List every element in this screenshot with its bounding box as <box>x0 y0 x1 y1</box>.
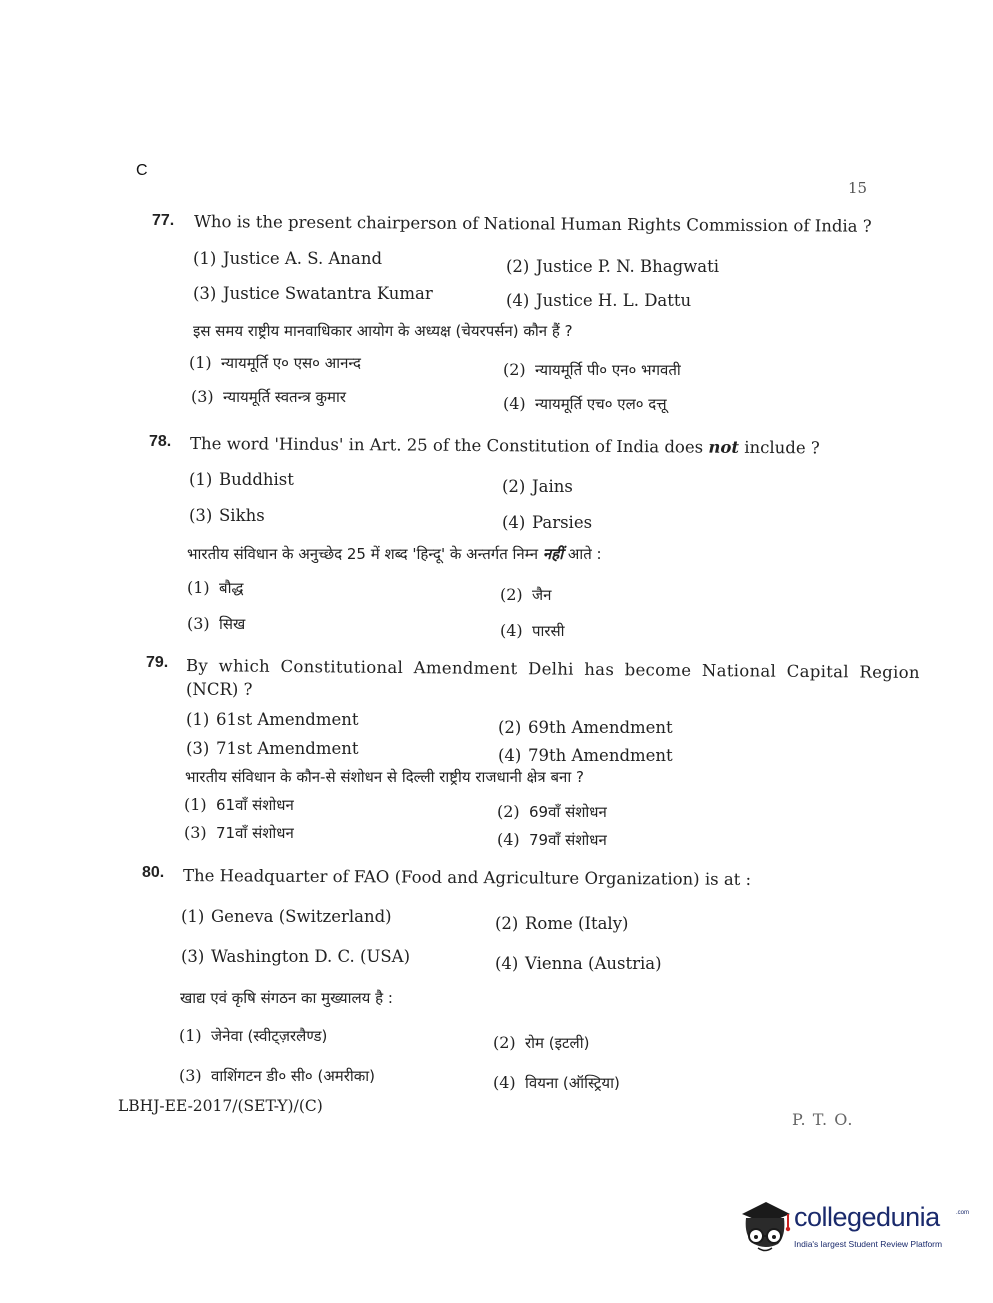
q80-option-1: (1) Geneva (Switzerland) <box>181 907 392 926</box>
q79-hindi-option-4: (4) 79वाँ संशोधन <box>497 830 607 849</box>
question-78-text: The word 'Hindus' in Art. 25 of the Constitution of India does not include ? <box>189 434 820 458</box>
logo-tagline: India's largest Student Review Platform <box>794 1239 943 1249</box>
question-79-text-line1: By which Constitutional Amendment Delhi has become National Capital Region <box>185 656 920 683</box>
q77-option-4: (4) Justice H. L. Dattu <box>506 291 692 310</box>
q79-option-2: (2) 69th Amendment <box>498 718 673 737</box>
q77-hindi-option-2: (2) न्यायमूर्ति पी० एन० भगवती <box>503 360 681 379</box>
q78-option-1: (1) Buddhist <box>189 470 294 489</box>
q79-option-3: (3) 71st Amendment <box>186 739 359 758</box>
q80-hindi-option-1: (1) जेनेवा (स्वीट्ज़रलैण्ड) <box>179 1026 328 1045</box>
question-78-hindi: भारतीय संविधान के अनुच्छेद 25 में शब्द 'हिन्दू' के अन्तर्गत निम्न नहीं आते : <box>187 545 602 563</box>
q77-option-3: (3) Justice Swatantra Kumar <box>193 284 433 303</box>
q78-option-3: (3) Sikhs <box>189 506 265 525</box>
q77-option-1: (1) Justice A. S. Anand <box>193 249 383 268</box>
q80-option-4: (4) Vienna (Austria) <box>495 954 662 973</box>
logo-wordmark: collegedunia <box>794 1202 940 1232</box>
question-77-hindi: इस समय राष्ट्रीय मानवाधिकार आयोग के अध्यक्ष (चेयरपर्सन) कौन हैं ? <box>193 322 573 340</box>
paper-code: LBHJ-EE-2017/(SET-Y)/(C) <box>118 1097 323 1115</box>
series-code: C <box>136 162 148 179</box>
q78-option-2: (2) Jains <box>502 477 573 496</box>
question-79-number: 79. <box>146 654 169 671</box>
q80-option-3: (3) Washington D. C. (USA) <box>181 947 411 966</box>
question-79-hindi: भारतीय संविधान के कौन-से संशोधन से दिल्ली राष्ट्रीय राजधानी क्षेत्र बना ? <box>185 768 584 786</box>
q79-hindi-option-3: (3) 71वाँ संशोधन <box>184 823 294 842</box>
q80-hindi-option-2: (2) रोम (इटली) <box>493 1033 590 1052</box>
q77-hindi-option-3: (3) न्यायमूर्ति स्वतन्त्र कुमार <box>191 387 347 406</box>
q79-hindi-option-2: (2) 69वाँ संशोधन <box>497 802 607 821</box>
question-79-text-line2: (NCR) ? <box>186 680 253 699</box>
q80-option-2: (2) Rome (Italy) <box>495 914 629 933</box>
q78-hindi-option-3: (3) सिख <box>187 614 246 633</box>
q78-hindi-option-4: (4) पारसी <box>500 621 565 640</box>
question-78-number: 78. <box>149 433 172 450</box>
mascot-icon <box>736 1196 794 1258</box>
please-turn-over: P. T. O. <box>792 1110 854 1129</box>
q77-option-2: (2) Justice P. N. Bhagwati <box>506 257 720 276</box>
q78-hindi-option-1: (1) बौद्ध <box>187 578 244 597</box>
collegedunia-logo <box>736 1196 970 1258</box>
page-number: 15 <box>848 179 868 197</box>
question-77-number: 77. <box>152 212 175 229</box>
question-80-number: 80. <box>142 864 165 881</box>
q80-hindi-option-3: (3) वाशिंगटन डी० सी० (अमरीका) <box>179 1066 376 1085</box>
q80-hindi-option-4: (4) वियना (ऑस्ट्रिया) <box>493 1073 620 1092</box>
q79-option-1: (1) 61st Amendment <box>186 710 359 729</box>
question-80-text: The Headquarter of FAO (Food and Agriculture Organization) is at : <box>182 866 752 889</box>
q79-option-4: (4) 79th Amendment <box>498 746 673 765</box>
question-80-hindi: खाद्य एवं कृषि संगठन का मुख्यालय है : <box>180 989 393 1007</box>
logo-domain: .com <box>956 1210 970 1216</box>
q77-hindi-option-1: (1) न्यायमूर्ति ए० एस० आनन्द <box>189 353 362 372</box>
q78-hindi-option-2: (2) जैन <box>500 585 552 604</box>
q77-hindi-option-4: (4) न्यायमूर्ति एच० एल० दत्तू <box>503 394 667 413</box>
q79-hindi-option-1: (1) 61वाँ संशोधन <box>184 795 294 814</box>
question-77-text: Who is the present chairperson of National Human Rights Commission of India ? <box>193 212 872 236</box>
q78-option-4: (4) Parsies <box>502 513 593 532</box>
